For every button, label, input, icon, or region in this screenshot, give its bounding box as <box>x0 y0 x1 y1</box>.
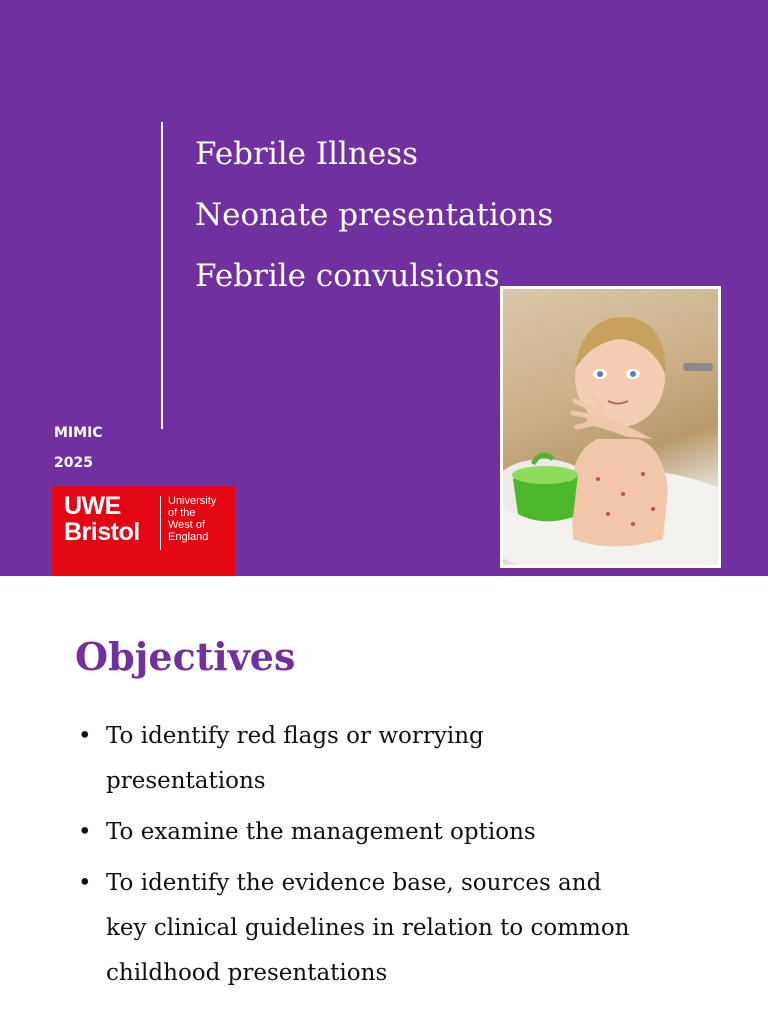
logo-word-bristol: Bristol <box>64 518 140 546</box>
bullet-icon: • <box>78 819 92 845</box>
cover-title-line: Neonate presentations <box>195 197 554 233</box>
objective-item <box>78 861 638 996</box>
course-year: 2025 <box>54 455 93 471</box>
objective-text: To identify red flags or worrying presentations <box>106 723 484 794</box>
objective-item <box>78 714 538 804</box>
objective-item <box>78 810 638 855</box>
cover-title-line: Febrile Illness <box>195 136 419 172</box>
child-bath-photo <box>500 286 721 568</box>
objective-text: To examine the management options <box>106 819 536 845</box>
photo-illustration <box>503 289 718 565</box>
cover-title-block <box>195 124 553 307</box>
uwe-bristol-logo <box>52 486 235 576</box>
photo-image <box>503 289 718 565</box>
logo-separator <box>160 496 161 550</box>
objectives-heading: Objectives <box>75 634 296 679</box>
cover-title-line: Febrile convulsions <box>195 258 500 294</box>
logo-side-line: England <box>168 531 209 543</box>
logo-side-line: of the <box>168 507 196 519</box>
logo-word-uwe: UWE <box>64 492 121 520</box>
logo-side-line: West of <box>168 519 206 531</box>
objective-text: To identify the evidence base, sources and key clinical guidelines in relation to common childhood presentations <box>106 870 630 986</box>
logo-side-line: University <box>168 495 217 507</box>
course-name: MIMIC <box>54 425 103 441</box>
bullet-icon: • <box>78 723 92 749</box>
objectives-list <box>78 714 638 1002</box>
bullet-icon: • <box>78 870 92 896</box>
logo-university-name <box>168 495 216 543</box>
divider-line <box>161 122 163 429</box>
